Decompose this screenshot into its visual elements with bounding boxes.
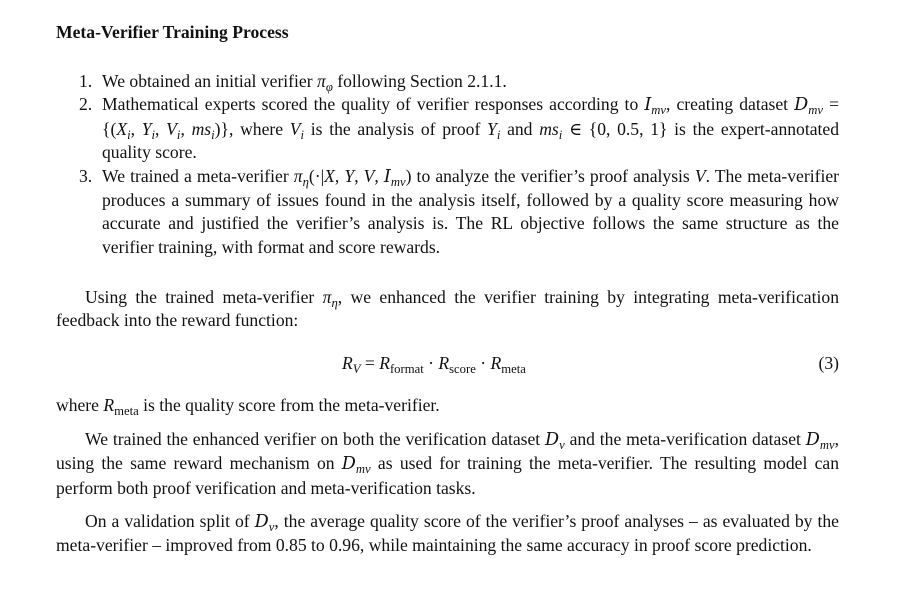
equation-3: [56, 352, 839, 378]
list-item: [56, 165, 839, 260]
paragraph-reward-intro: Using the trained meta-verifier $\pi_\eta$, we enhanced the verifier training by integrating meta-verification feedback into the reward function:: [56, 287, 839, 331]
list-item-text: Mathematical experts scored the quality of verifier responses according to $I_{mv}$, creating dataset $D_{mv} = \{(X_i$, $Y_i$, $V_i$, $ms_i$)}, where $V_i$ is the analysis of proof $Y_i$ and $ms_i$ ∈ {0, 0.5, 1} is the expert-annotated quality score.: [102, 94, 840, 163]
list-item-number: 2.: [79, 94, 93, 115]
equation-number: (3): [818, 353, 839, 373]
list-item: [56, 70, 839, 93]
paragraph-rmeta-definition: where $R_{meta}$ is the quality score from the meta-verifier.: [56, 395, 440, 418]
steps-list: [56, 70, 839, 259]
list-item-text: We trained a meta-verifier $\pi_\eta(\cdot|X$, Y, V, $I_{mv}$) to analyze the verifier’s proof analysis V. The meta-verifier produces a summary of issues found in the analysis itself, followed by a quality score measuring how accurate and justified the verifier’s analysis is. The RL objective follows the same structure as the verifier training, with format and score rewards.: [102, 165, 840, 257]
paragraph-validation-result: On a validation split of $D_v$, the average quality score of the verifier’s proof analyses – as evaluated by the meta-verifier – improved from 0.85 to 0.96, while maintaining the same accuracy in proof score prediction.: [56, 511, 839, 556]
list-item-number: 1.: [79, 71, 93, 91]
paragraph-enhanced-training: We trained the enhanced verifier on both the verification dataset $D_v$ and the meta-verification dataset $D_{mv}$, using the same reward mechanism on $D_{mv}$ as used for training the meta-verifier. The resulting model can perform both proof verification and meta-verification tasks.: [56, 429, 839, 498]
equation-body: $R_V = R_{format} \cdot R_{score} \cdot R_{meta}$: [342, 353, 526, 376]
section-title: Meta-Verifier Training Process: [56, 22, 289, 42]
list-item-text: We obtained an initial verifier $\pi_\varphi$ following Section 2.1.1.: [102, 71, 507, 94]
list-item: [56, 93, 839, 164]
list-item-number: 3.: [79, 165, 93, 186]
